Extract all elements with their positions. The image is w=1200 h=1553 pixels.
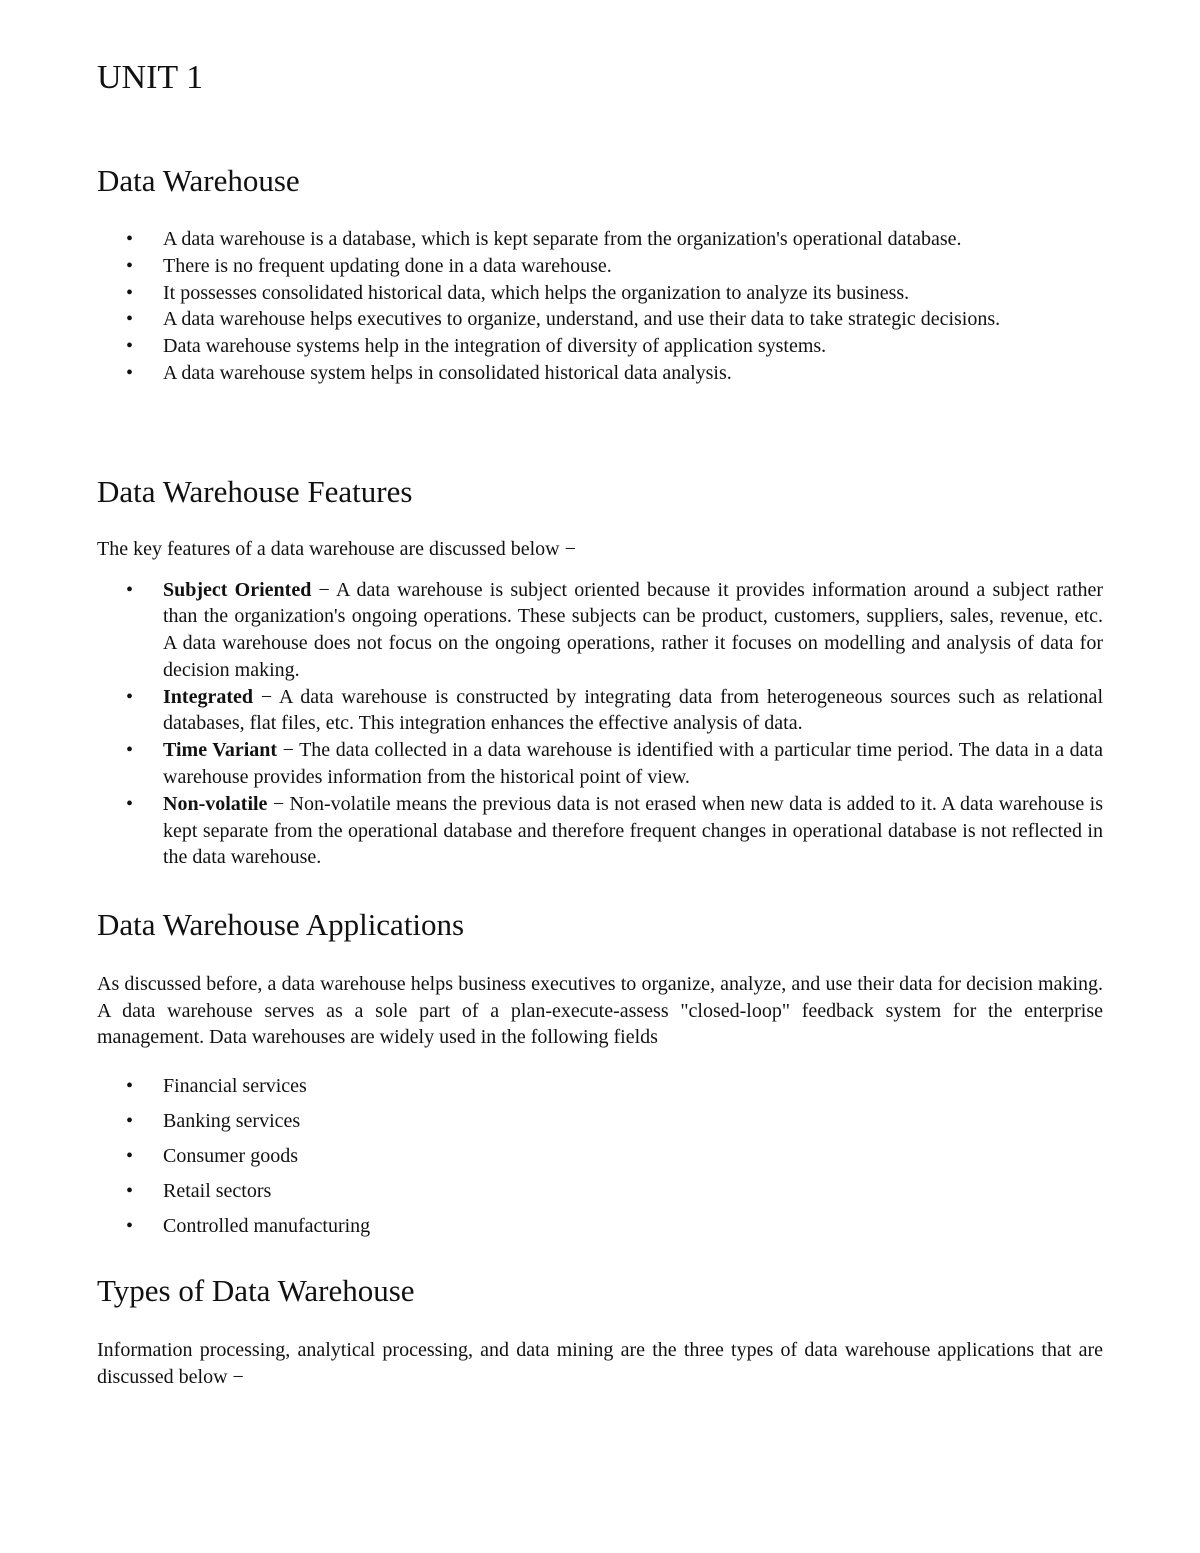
feature-term: Integrated: [163, 685, 253, 708]
list-item: • Retail sectors: [97, 1174, 1103, 1209]
feature-item: • Subject Oriented − A data warehouse is subject oriented because it provides information around a subject rather than the organization's ongoing operations. These subjects can be product, customers, suppliers, sales, revenue, etc. A data warehouse does not focus on the ongoing operations, rather it focuses on modelling and analysis of data for decision making.: [126, 578, 1104, 681]
list-item: • Data warehouse systems help in the integration of diversity of application systems.: [97, 333, 1103, 360]
section-heading: Data Warehouse Applications: [97, 907, 465, 942]
section-heading: Data Warehouse: [97, 163, 300, 198]
fields-list: [97, 1069, 1103, 1244]
bullet-icon: •: [126, 1214, 134, 1237]
list-item: • Controlled manufacturing: [97, 1209, 1103, 1244]
bullet-icon: •: [126, 1144, 134, 1167]
bullet-icon: •: [126, 228, 134, 250]
section-applications: [97, 905, 1103, 1244]
feature-item: • Time Variant − The data collected in a data warehouse is identified with a particular time period. The data in a data warehouse provides information from the historical point of view.: [126, 739, 1103, 789]
feature-item: • Integrated − A data warehouse is constructed by integrating data from heterogeneous sources such as relational databases, flat files, etc. This integration enhances the effective analysis of data.: [126, 685, 1103, 735]
list-item: • It possesses consolidated historical data, which helps the organization to analyze its business.: [97, 280, 1103, 307]
list-item: • Consumer goods: [97, 1139, 1103, 1174]
bullet-icon: •: [126, 578, 134, 601]
list-item: • Banking services: [97, 1104, 1103, 1139]
feature-list: [97, 577, 1103, 872]
bullet-icon: •: [126, 1179, 134, 1202]
bullet-icon: •: [126, 1074, 134, 1097]
bullet-icon: •: [126, 335, 134, 358]
bullet-icon: •: [126, 792, 134, 815]
feature-item: • Non-volatile − Non-volatile means the previous data is not erased when new data is added to it. A data warehouse is kept separate from the operational database and therefore frequent changes in operational database is not reflected in the data warehouse.: [126, 792, 1103, 869]
section-types: [97, 1271, 1103, 1390]
feature-term: Subject Oriented: [163, 578, 312, 601]
bullet-icon: •: [126, 361, 134, 384]
list-item: • A data warehouse helps executives to organize, understand, and use their data to take strategic decisions.: [97, 306, 1103, 333]
section-data-warehouse: [97, 161, 1103, 387]
bullet-icon: •: [126, 281, 134, 304]
list-item: • Financial services: [97, 1069, 1103, 1104]
unit-title: UNIT 1: [97, 59, 204, 96]
section-features: [97, 472, 1103, 871]
bullet-icon: •: [126, 1109, 134, 1132]
bullet-icon: •: [126, 254, 134, 277]
bullet-icon: •: [126, 308, 134, 331]
section-intro: The key features of a data warehouse are discussed below −: [97, 538, 576, 560]
feature-term: Time Variant: [163, 739, 278, 762]
bullet-icon: •: [126, 739, 134, 762]
section-heading: Types of Data Warehouse: [97, 1273, 415, 1308]
section-intro: As discussed before, a data warehouse helps business executives to organize, analyze, and use their data for decision making. A data warehouse serves as a sole part of a plan-execute-assess "closed-loop" feedback system for the enterprise management. Data warehouses are widely used in the following fields: [97, 973, 1103, 1048]
bullet-icon: •: [126, 685, 134, 708]
list-item: • A data warehouse is a database, which is kept separate from the organization's operational database.: [97, 226, 1103, 253]
section-heading: Data Warehouse Features: [97, 474, 413, 509]
bullet-list: [97, 226, 1103, 387]
section-intro: Information processing, analytical processing, and data mining are the three types of data warehouse applications that are discussed below −: [97, 1339, 1103, 1388]
feature-term: Non-volatile: [163, 792, 268, 815]
list-item: • There is no frequent updating done in a data warehouse.: [97, 253, 1103, 280]
list-item: • A data warehouse system helps in consolidated historical data analysis.: [97, 360, 1103, 387]
